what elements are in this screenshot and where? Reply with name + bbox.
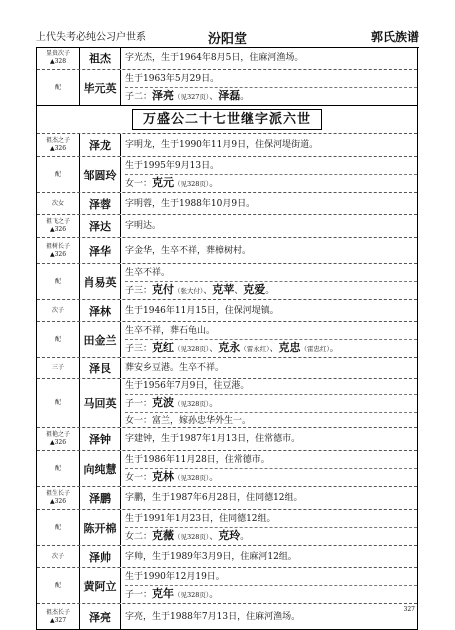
cross-reference: （见328页） (174, 344, 210, 353)
table-row (37, 69, 417, 105)
relation-cell (37, 157, 80, 192)
detail-line (125, 468, 417, 486)
child-name: 克薇 (152, 528, 175, 542)
person-name: 泽鹏 (80, 487, 121, 509)
detail-text: 子一： (125, 398, 153, 409)
cross-reference: （雷忠红） (300, 344, 330, 353)
generation-banner-title: 万盛公二十七世继字派六世 (132, 109, 322, 130)
detail-line (125, 431, 417, 447)
person-details (121, 358, 417, 378)
child-name: 克波 (152, 395, 175, 409)
detail-text: 、 (269, 343, 279, 354)
detail-text: 生于1986年11月28日，住常德市。 (125, 454, 270, 465)
table-row (37, 357, 417, 378)
relation-label: 祖杰之子 (45, 137, 70, 144)
person-name: 毕元英 (80, 70, 121, 105)
detail-line (125, 394, 417, 412)
relation-cell (37, 193, 80, 214)
person-details (121, 487, 417, 509)
relation-label: 显贵次子 (45, 50, 70, 57)
detail-text: 。 (240, 91, 250, 102)
detail-line (125, 323, 417, 339)
relation-label: 次子 (51, 306, 64, 314)
child-name: 克爱 (243, 282, 266, 296)
person-details (121, 264, 417, 299)
child-name: 克付 (152, 282, 175, 296)
page-ref: ▲326 (49, 439, 67, 446)
detail-line (125, 265, 417, 281)
detail-line (125, 158, 417, 174)
person-name: 肖易英 (80, 264, 121, 299)
detail-text: 字鹏，生于1987年6月28日，住同德12组。 (125, 493, 303, 503)
table-row (37, 321, 417, 357)
person-details (121, 322, 417, 357)
table-row (37, 450, 417, 486)
detail-line (125, 549, 417, 565)
relation-cell (37, 300, 80, 321)
detail-line (125, 303, 417, 319)
detail-text: 生于1956年7月9日，住豆港。 (125, 380, 250, 391)
child-name: 克玲 (218, 528, 241, 542)
detail-line (125, 71, 417, 87)
child-name: 克元 (152, 175, 175, 189)
child-name: 克忠 (278, 340, 301, 354)
relation-label: 配 (54, 277, 61, 285)
person-details (121, 568, 417, 603)
relation-cell (37, 451, 80, 486)
detail-line (125, 281, 417, 299)
relation-label: 配 (54, 523, 61, 531)
detail-text: 女二： (125, 531, 153, 542)
detail-text: 。 (209, 589, 219, 600)
relation-cell (37, 264, 80, 299)
table-row (37, 237, 417, 263)
child-name: 泽磊 (218, 88, 241, 102)
child-name: 克年 (152, 586, 175, 600)
person-name: 泽林 (80, 300, 121, 321)
detail-text: 女一：富兰，嫁孙忠华外生一。 (125, 415, 252, 426)
detail-text: 生于1990年12月19日。 (125, 571, 225, 582)
detail-line (125, 218, 417, 234)
detail-line (125, 196, 417, 212)
relation-label: 祖艳之子 (45, 431, 70, 438)
cross-reference: （见328页） (174, 399, 210, 408)
relation-cell (37, 70, 80, 105)
relation-cell (37, 134, 80, 156)
person-name: 马回英 (80, 379, 121, 427)
genealogy-table (36, 47, 418, 630)
person-details (121, 47, 417, 69)
person-name: 泽华 (80, 238, 121, 263)
relation-cell (37, 322, 80, 357)
detail-line (125, 569, 417, 585)
header-center: 汾阳堂 (207, 32, 248, 47)
cross-reference: （见328页） (174, 473, 210, 482)
table-row (37, 214, 417, 237)
table-row (37, 427, 417, 450)
table-row (37, 192, 417, 214)
detail-text: 。 (209, 398, 219, 409)
child-name: 泽亮 (152, 88, 175, 102)
detail-line (125, 452, 417, 468)
detail-text: 女一： (125, 472, 153, 483)
relation-cell (37, 215, 80, 237)
detail-text: 、 (203, 285, 213, 296)
detail-text: 子三： (125, 343, 153, 354)
detail-line (125, 339, 417, 357)
table-row (37, 486, 417, 509)
table-row (37, 378, 417, 427)
relation-label: 次女 (51, 199, 64, 207)
relation-label: 配 (54, 581, 61, 589)
detail-line (125, 585, 417, 603)
person-name: 泽蓉 (80, 193, 121, 214)
relation-label: 配 (54, 464, 61, 472)
relation-label: 祖飞之子 (45, 218, 70, 225)
table-row (37, 567, 417, 603)
person-name: 向纯慧 (80, 451, 121, 486)
detail-text: 女一： (125, 178, 153, 189)
cross-reference: （见327页） (174, 92, 210, 101)
person-name: 黄阿立 (80, 568, 121, 603)
child-name: 克苹 (212, 282, 235, 296)
person-name: 泽亮 (80, 604, 121, 629)
cross-reference: （见328页） (174, 179, 210, 188)
person-name: 泽钟 (80, 428, 121, 450)
person-details (121, 215, 417, 237)
relation-cell (37, 546, 80, 567)
detail-text: 。 (265, 285, 275, 296)
detail-text: 、 (209, 91, 219, 102)
table-row (37, 47, 417, 69)
relation-cell (37, 487, 80, 509)
detail-line (125, 360, 417, 376)
person-details (121, 510, 417, 545)
page-ref: ▲327 (49, 616, 67, 624)
relation-label: 配 (54, 335, 61, 343)
detail-line (125, 87, 417, 105)
person-details (121, 157, 417, 192)
person-details (121, 300, 417, 321)
detail-text: 子一： (125, 589, 153, 600)
child-name: 克永 (218, 340, 241, 354)
table-row (37, 156, 417, 192)
detail-text: 字金华，生卒不祥，葬樟树村。 (125, 245, 252, 256)
person-name: 祖杰 (80, 47, 121, 69)
person-name: 泽艮 (80, 358, 121, 378)
page-ref: ▲326 (49, 226, 67, 233)
generation-banner (37, 105, 417, 133)
table-row (37, 263, 417, 299)
detail-text: 葬安乡豆港。生卒不祥。 (125, 363, 225, 373)
detail-text: 生于1963年5月29日。 (125, 73, 220, 84)
detail-line (125, 527, 417, 545)
cross-reference: （见328页） (174, 532, 210, 541)
detail-text: 生于1991年1月23日，住同德12组。 (125, 513, 276, 524)
relation-cell (37, 568, 80, 603)
relation-cell (37, 358, 80, 378)
relation-label: 配 (54, 83, 61, 91)
detail-line (125, 378, 417, 394)
detail-text: 。 (209, 178, 219, 189)
relation-label: 三子 (51, 364, 64, 371)
page-header (36, 28, 419, 48)
detail-text: 字建钟，生于1987年1月13日，住常德市。 (125, 434, 301, 444)
person-details (121, 604, 417, 629)
detail-text: 子二： (125, 91, 153, 102)
person-name: 泽龙 (80, 134, 121, 156)
relation-label: 配 (54, 399, 61, 406)
detail-line (125, 50, 417, 66)
table-row (37, 299, 417, 321)
person-details (121, 546, 417, 567)
detail-text: 。 (209, 472, 219, 483)
detail-text: 字明蓉，生于1988年10月9日。 (125, 198, 256, 209)
detail-line (125, 609, 417, 625)
detail-line (125, 137, 417, 153)
table-row (37, 545, 417, 567)
person-details (121, 134, 417, 156)
page-ref: ▲326 (49, 498, 67, 505)
detail-line (125, 243, 417, 259)
detail-text: 字帅，生于1989年3月9日，住麻河12组。 (125, 551, 297, 562)
child-name: 克红 (152, 340, 175, 354)
relation-label: 次子 (51, 552, 64, 560)
relation-label: 祖杰长子 (45, 608, 70, 616)
detail-line (125, 174, 417, 192)
detail-text: 。 (329, 343, 339, 354)
child-name: 克林 (152, 469, 175, 483)
detail-text: 、 (209, 343, 219, 354)
detail-text: 字光杰，生于1964年8月5日，住麻河渔场。 (125, 53, 304, 63)
table-row (37, 603, 417, 629)
detail-text: 字亮，生于1988年7月13日，住麻河渔场。 (125, 611, 301, 622)
relation-label: 祖树长子 (45, 242, 70, 250)
detail-text: 字明龙，生于1990年11月9日，住保河堤街道。 (125, 140, 319, 150)
detail-text: 生于1946年11月15日，住保河堤镇。 (125, 305, 279, 316)
cross-reference: （见328页） (174, 590, 210, 599)
cross-reference: （雷永红） (240, 344, 270, 353)
relation-label: 配 (54, 170, 61, 178)
relation-cell (37, 428, 80, 450)
person-details (121, 193, 417, 214)
page-number: 327 (403, 606, 415, 613)
detail-text: 、 (209, 531, 219, 542)
detail-text: 。 (240, 531, 250, 542)
detail-text: 生卒不祥，葬石龟山。 (125, 325, 216, 336)
person-name: 田金兰 (80, 322, 121, 357)
detail-text: 生卒不祥。 (125, 267, 171, 278)
table-row (37, 509, 417, 545)
relation-cell (37, 604, 80, 629)
person-name: 泽达 (80, 215, 121, 237)
page-ref: ▲326 (49, 145, 67, 152)
table-row (37, 133, 417, 156)
detail-text: 生于1995年9月13日。 (125, 160, 220, 171)
header-right: 郭氏族谱 (370, 30, 419, 44)
cross-reference: （张大付） (174, 286, 204, 295)
person-details (121, 428, 417, 450)
person-details (121, 70, 417, 105)
relation-cell (37, 379, 80, 427)
relation-cell (37, 47, 80, 69)
person-details (121, 451, 417, 486)
relation-cell (37, 238, 80, 263)
header-left: 上代失考必纯公习户世系 (36, 32, 146, 43)
person-details (121, 379, 417, 427)
detail-text: 、 (234, 285, 244, 296)
detail-text: 字明达。 (125, 221, 162, 231)
detail-line (125, 511, 417, 527)
person-name: 邹圆玲 (80, 157, 121, 192)
relation-label: 祖生长子 (45, 490, 70, 497)
detail-line (125, 490, 417, 506)
detail-line (125, 412, 417, 429)
page-ref: ▲326 (49, 250, 67, 258)
page-ref: ▲328 (49, 58, 67, 65)
relation-cell (37, 510, 80, 545)
person-name: 泽帅 (80, 546, 121, 567)
detail-text: 子三： (125, 285, 153, 296)
person-details (121, 238, 417, 263)
person-name: 陈开棉 (80, 510, 121, 545)
